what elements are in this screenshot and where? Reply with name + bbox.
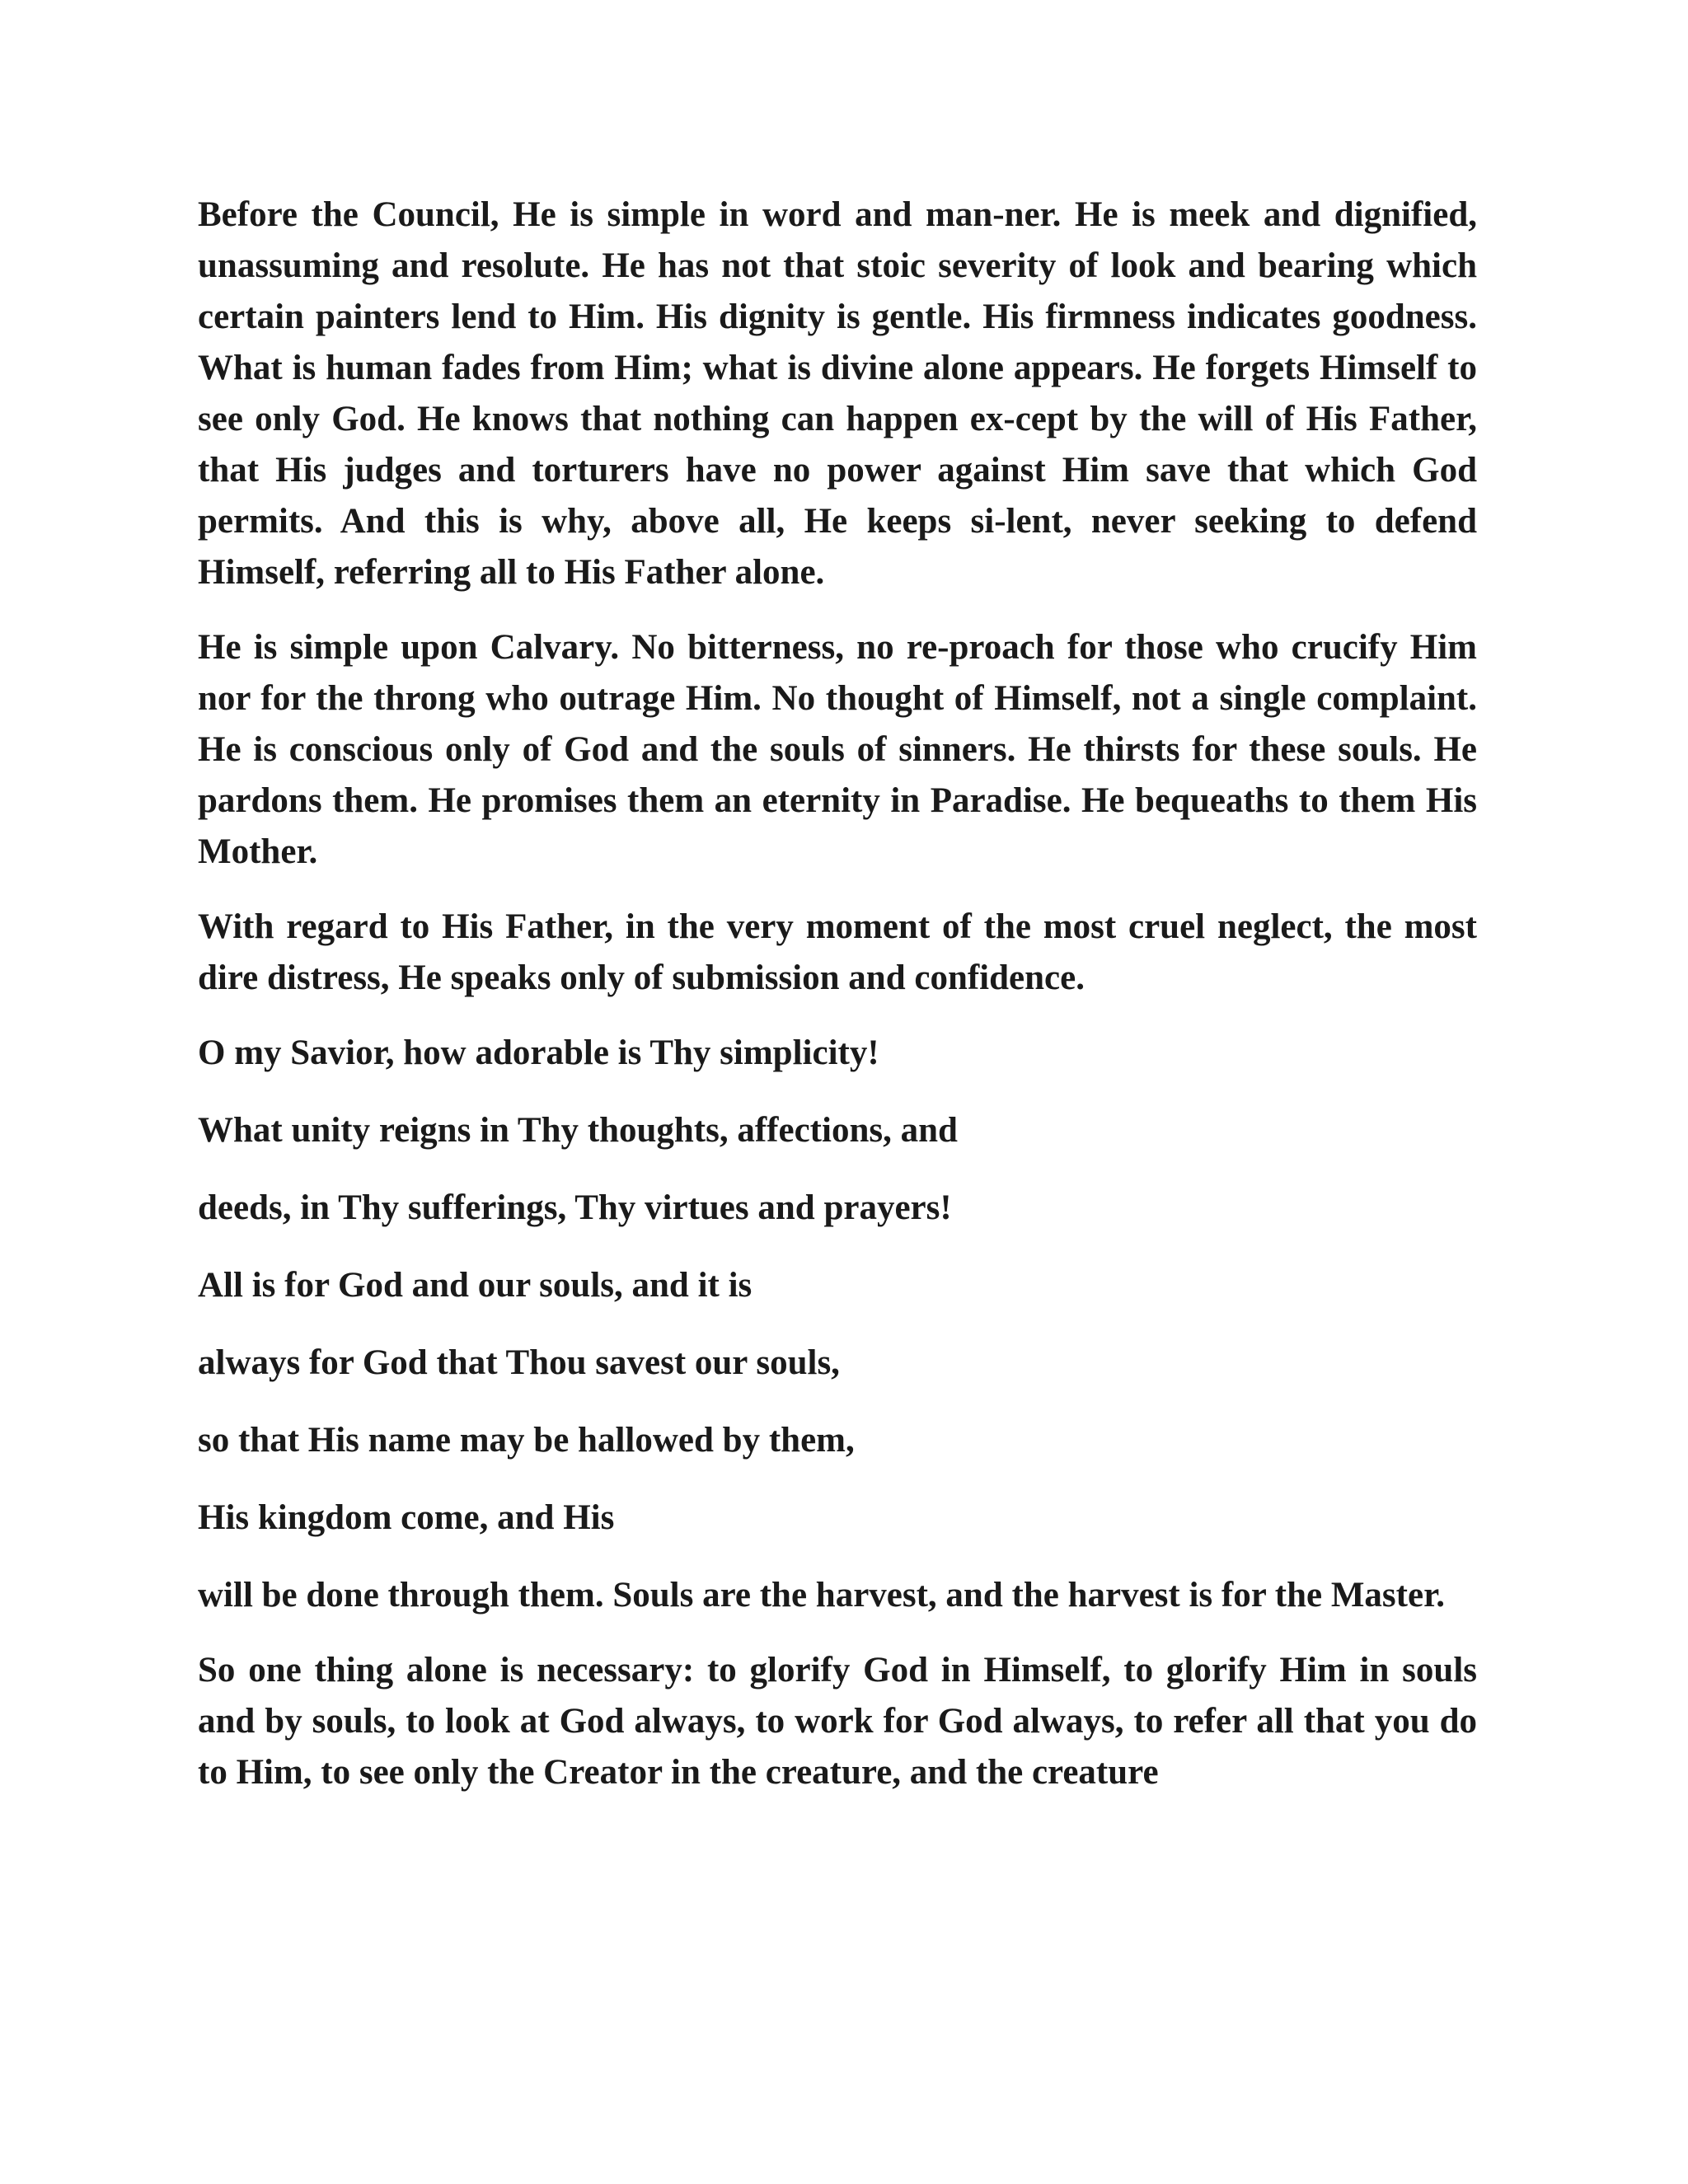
paragraph-necessary: So one thing alone is necessary: to glorify God in Himself, to glorify Him in souls and by souls, to look at God always, to work for God always, to refer all that you do to Him, to see only the Creator in the creature, and the creature <box>198 1651 1477 1792</box>
paragraph-harvest: will be done through them. Souls are the harvest, and the harvest is for the Master. <box>198 1576 1445 1615</box>
verse-line: deeds, in Thy sufferings, Thy virtues and prayers! <box>198 1188 952 1227</box>
body-text <box>198 190 1477 1822</box>
verse-line: What unity reigns in Thy thoughts, affections, and <box>198 1111 958 1150</box>
verse-line: always for God that Thou savest our souls, <box>198 1343 840 1382</box>
verse-line: His kingdom come, and His <box>198 1498 615 1537</box>
verse-line: All is for God and our souls, and it is <box>198 1266 753 1305</box>
verse-line: so that His name may be hallowed by them, <box>198 1421 855 1460</box>
paragraph-calvary: He is simple upon Calvary. No bitterness, no re-proach for those who crucify Him nor for the throng who outrage Him. No thought of Himself, not a single complaint. He is conscious only of God and the souls of sinners. He thirsts for these souls. He pardons them. He promises them an eternity in Paradise. He bequeaths to them His Mother. <box>198 628 1477 871</box>
paragraph-father: With regard to His Father, in the very moment of the most cruel neglect, the most dire distress, He speaks only of submission and confidence. <box>198 907 1477 997</box>
paragraph-council: Before the Council, He is simple in word and man-ner. He is meek and dignified, unassuming and resolute. He has not that stoic severity of look and bearing which certain painters lend to Him. His dignity is gentle. His firmness indicates goodness. What is human fades from Him; what is divine alone appears. He forgets Himself to see only God. He knows that nothing can happen ex-cept by the will of His Father, that His judges and torturers have no power against Him save that which God permits. And this is why, above all, He keeps si-lent, never seeking to defend Himself, referring all to His Father alone. <box>198 195 1477 592</box>
verse-line: O my Savior, how adorable is Thy simplicity! <box>198 1033 879 1072</box>
